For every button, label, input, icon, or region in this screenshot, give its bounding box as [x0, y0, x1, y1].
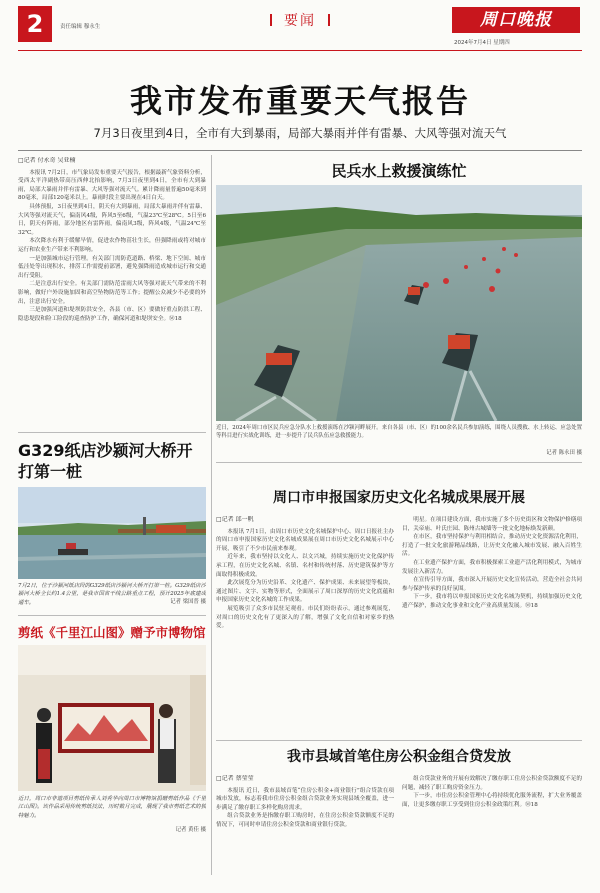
- painting-credit: 记者 黄佳 摄: [175, 827, 206, 833]
- painting-photo: [18, 645, 206, 791]
- culture-paragraph: 近年来，我市坚持以文化人、以文兴城，持续实施历史文化保护传承工程，在历史文化名城、名镇、名村和传统村落、历史建筑保护等方面取得积极成效。: [216, 554, 394, 578]
- culture-paragraph: 本报讯 7月1日，由周口市历史文化名城保护中心、周口日报社主办的周口市申报国家历史文化名城成果展在周口市历史文化名城展示中心开展，吸引了不少市民前来参观。: [216, 528, 394, 552]
- housing-article-right: [402, 775, 582, 880]
- weather-paragraph: 三是加强河道和堤坝防洪安全，各县（市、区）要做好重点防洪工程、隐患堤段和险工险段的巡查防护工作，确保河道和堤坝安全。Ⓜ18: [18, 307, 206, 322]
- rescue-caption: 近日，2024年周口市区民兵应急分队水上救援演练在沙颍河畔展开。来自各县（市、区）的100余名民兵参加演练，围绕人员搜救、水上转运、应急处置等科目进行实战化训练，进一步提升了民兵队伍应急救援能力。: [216, 425, 582, 440]
- rescue-headline: 民兵水上救援演练忙: [331, 162, 467, 180]
- culture-byline: □记者 邱一帆: [216, 516, 254, 523]
- culture-paragraph: 在宣传引导方面，我市深入开展历史文化宣传活动，营造全社会共同参与保护传承的良好氛围。: [402, 577, 582, 592]
- housing-headline: 我市县域首笔住房公积金组合贷发放: [287, 749, 511, 765]
- right-divider: [216, 462, 582, 463]
- culture-paragraph: 在市区，我市坚持保护与利用相结合，推动历史文化资源活化利用，打造了一批文化旅游精品线路，让历史文化融入城市发展、融入百姓生活。: [402, 534, 582, 558]
- paper-logo: 周口晚报: [452, 7, 580, 33]
- weather-article: [18, 157, 206, 427]
- culture-paragraph: 此次展览分为历史沿革、文化遗产、保护成果、未来展望等板块，通过图片、文字、实物等形式，全面展示了周口深厚的历史文化底蕴和申报国家历史文化名城的工作成果。: [216, 580, 394, 604]
- housing-paragraph: 组合贷款业务是指缴存职工购房时，在住房公积金贷款额度不足的情况下，可同时申请住房公积金贷款和商业银行贷款。: [216, 813, 394, 828]
- issue-date: 2024年7月4日 星期四: [454, 40, 510, 46]
- lead-divider: [18, 150, 582, 151]
- painting-caption: 近日，周口市非遗项目剪纸传承人刘秀华向周口市博物馆捐赠剪纸作品《千里江山图》。该作品采用传统剪纸技法，历时数月完成，展现了我市剪纸艺术的独特魅力。: [18, 796, 206, 819]
- culture-headline: 周口市申报国家历史文化名城成果展开展: [273, 490, 525, 506]
- page-header: [0, 0, 600, 52]
- culture-article-left: [216, 516, 394, 736]
- bridge-credit: 记者 梁国普 摄: [140, 598, 206, 606]
- rescue-photo: [216, 185, 582, 421]
- culture-paragraph: 展览吸引了众多市民驻足观看。市民们纷纷表示，通过参观展览，对周口的历史文化有了更深入的了解，增强了文化自信和对家乡的热爱。: [216, 605, 394, 630]
- bridge-caption: 7月2日，位于沙颍河纸店段的G329纸店沙颍河大桥开打第一桩。G329纸店沙颍河大桥全长约1.4公里，是我市国省干线公路重点工程，预计2025年底建成通车。: [18, 583, 206, 606]
- culture-paragraph: 在工业遗产保护方面，我市积极探索工业遗产活化利用模式，为城市发展注入新活力。: [402, 559, 582, 575]
- editor-credits: 责任编辑 穆永生: [60, 24, 101, 30]
- bridge-photo: [18, 487, 206, 579]
- left-divider: [18, 615, 206, 616]
- lead-subhead: 7月3日夜里到4日，全市有大到暴雨，局部大暴雨并伴有雷暴、大风等强对流天气: [93, 126, 507, 140]
- weather-paragraph: 一是加强城市运行管理。有关部门需防范道路、桥梁、地下空间、城市低洼处等出现积水，排涝工作需提前部署，避免强降雨造成城市运行和交通出行受阻。: [18, 255, 206, 279]
- weather-paragraph: 本次降水有利于缓解旱情，促进农作物茁壮生长，但强降雨或将对城市运行和农业生产带来不利影响。: [18, 238, 206, 253]
- rescue-credit: 记者 陈永田 摄: [500, 449, 582, 457]
- weather-paragraph: 二是注意出行安全。有关部门需防范雷雨大风等强对流天气带来的不利影响，做好户外设施加固和高空坠物防范等工作；提醒公众减少不必要的外出，注意出行安全。: [18, 281, 206, 305]
- header-rule: [18, 50, 582, 51]
- culture-paragraph: 下一步，我市将以申报国家历史文化名城为契机，持续加强历史文化遗产保护，推动文化事业和文化产业高质量发展。Ⓜ18: [402, 594, 582, 609]
- column-divider: [211, 155, 212, 875]
- painting-headline: 剪纸《千里江山图》赠予市博物馆: [18, 625, 206, 640]
- weather-paragraph: 本报讯 7月2日，市气象局发布重要天气报告，根据最新气象资料分析，受西太平洋副热带高压西伸北抬影响，7月3日夜里到4日，全市有大到暴雨，局部大暴雨并伴有雷暴、大风等强对流天气。累计降雨量普遍50毫米到80毫米，局部120毫米以上。暴雨时段主要出现在4日白天。: [18, 169, 206, 202]
- culture-article-right: [402, 516, 582, 736]
- g329-headline: G329纸店沙颍河大桥开打第一桩: [18, 441, 193, 481]
- housing-byline: □记者 蔡莹莹: [216, 775, 254, 782]
- lead-headline: 我市发布重要天气报告: [129, 82, 470, 120]
- weather-paragraph: 具体预报，3日夜里到4日，阴天有大到暴雨，局部大暴雨并伴有雷暴、大风等强对流天气，偏南风4级，阵风5至6级，气温23℃至28℃。5日至6日，阴天有阵雨，部分地区有雷阵雨，偏南风3级，阵风4级，气温24℃至32℃。: [18, 203, 206, 236]
- section-name: 要闻: [260, 10, 340, 30]
- weather-byline: □记者 付永奇 吴亚楠: [18, 157, 76, 164]
- housing-paragraph: 下一步，市住房公积金管理中心将持续优化服务流程，扩大业务覆盖面，让更多缴存职工享受到住房公积金政策红利。Ⓜ18: [402, 793, 582, 808]
- culture-paragraph: 明星。在项目建设方面，我市实施了多个历史街区和文物保护修缮项目，关帝庙、叶氏庄园、陈州古城墙等一批文化地标焕发新颜。: [402, 517, 582, 532]
- right-divider: [216, 740, 582, 741]
- left-divider: [18, 432, 206, 433]
- housing-article-left: [216, 775, 394, 880]
- page-number: 2: [18, 6, 52, 42]
- housing-paragraph: 组合贷款业务的开展有效解决了缴存职工住房公积金贷款额度不足的问题，减轻了职工购房资金压力。: [402, 776, 582, 791]
- housing-paragraph: 本报讯 近日，我市县域首笔“住房公积金+商业银行”组合贷款在项城市发放，标志着我市住房公积金组合贷款业务实现县域全覆盖，进一步满足了缴存职工多样化购房需求。: [216, 787, 394, 811]
